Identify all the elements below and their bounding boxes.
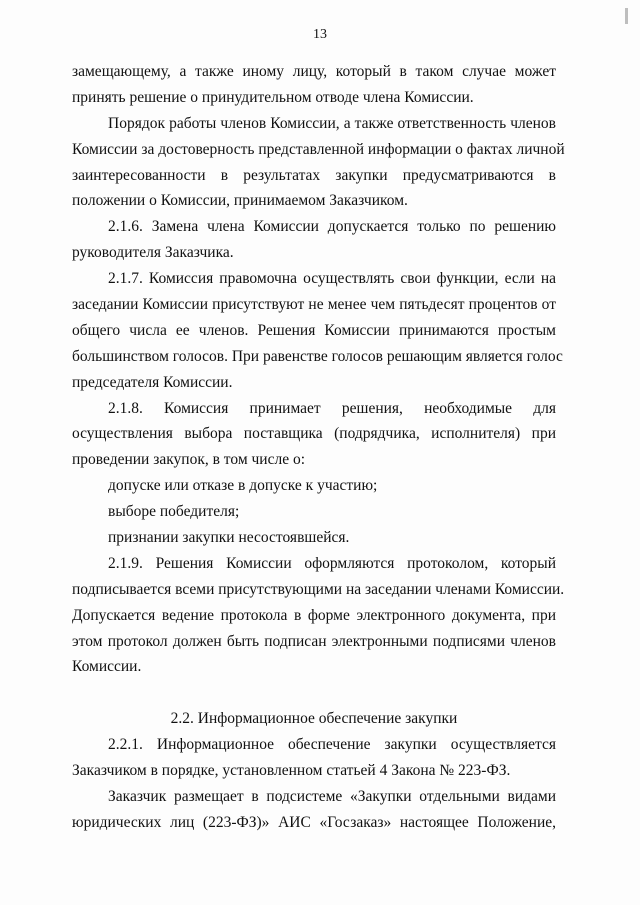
text-line: председателя Комиссии. [72, 373, 233, 391]
text-line: положении о Комиссии, принимаемом Заказчиком. [72, 192, 408, 210]
text-line: большинством голосов. При равенстве голосов решающим является голос [72, 347, 563, 365]
text-line: общего числа ее членов. Решения Комиссии принимаются простым [72, 321, 556, 339]
page-number: 13 [313, 27, 327, 42]
text-line: 2.1.6. Замена члена Комиссии допускается только по решению [108, 218, 556, 236]
text-line: 2.1.9. Решения Комиссии оформляются протоколом, который [108, 554, 556, 572]
text-line: Комиссии. [72, 658, 142, 676]
text-line: этом протокол должен быть подписан электронными подписями членов [72, 632, 556, 650]
list-item: допуске или отказе в допуске к участию; [108, 477, 378, 495]
text-line: осуществления выбора поставщика (подрядчика, исполнителя) при [72, 425, 556, 443]
text-line: 2.1.8. Комиссия принимает решения, необходимые для [108, 399, 556, 417]
text-line: заинтересованности в результатах закупки предусматриваются в [72, 166, 556, 184]
list-item: выборе победителя; [108, 503, 240, 521]
text-line: Допускается ведение протокола в форме электронного документа, при [72, 606, 556, 624]
text-line: Комиссии за достоверность представленной информации о фактах личной [72, 140, 565, 158]
text-line: Заказчиком в порядке, установленном статьей 4 Закона № 223-ФЗ. [72, 762, 511, 780]
document-body [72, 59, 565, 836]
text-line: 2.2.1. Информационное обеспечение закупки осуществляется [108, 736, 556, 754]
scan-edge-mark [625, 8, 628, 24]
list-item: признании закупки несостоявшейся. [108, 529, 350, 547]
text-line: руководителя Заказчика. [72, 244, 234, 262]
section-heading: 2.2. Информационное обеспечение закупки [170, 710, 458, 728]
text-line: заседании Комиссии присутствуют не менее чем пятьдесят процентов от [72, 296, 556, 314]
section-gap [72, 680, 556, 706]
text-line: замещающему, а также иному лицу, который в таком случае может [72, 63, 556, 80]
text-line: Заказчик размещает в подсистеме «Закупки отдельными видами [108, 787, 556, 805]
text-line: юридических лиц (223-ФЗ)» АИС «Госзаказ» настоящее Положение, [72, 813, 556, 831]
text-line: проведении закупок, в том числе о: [72, 451, 306, 469]
text-line: подписывается всеми присутствующими на заседании членами Комиссии. [72, 580, 565, 598]
text-line: принять решение о принудительном отводе члена Комиссии. [72, 88, 474, 106]
text-line: 2.1.7. Комиссия правомочна осуществлять свои функции, если на [108, 270, 556, 288]
text-line: Порядок работы членов Комиссии, а также ответственность членов [108, 114, 556, 132]
